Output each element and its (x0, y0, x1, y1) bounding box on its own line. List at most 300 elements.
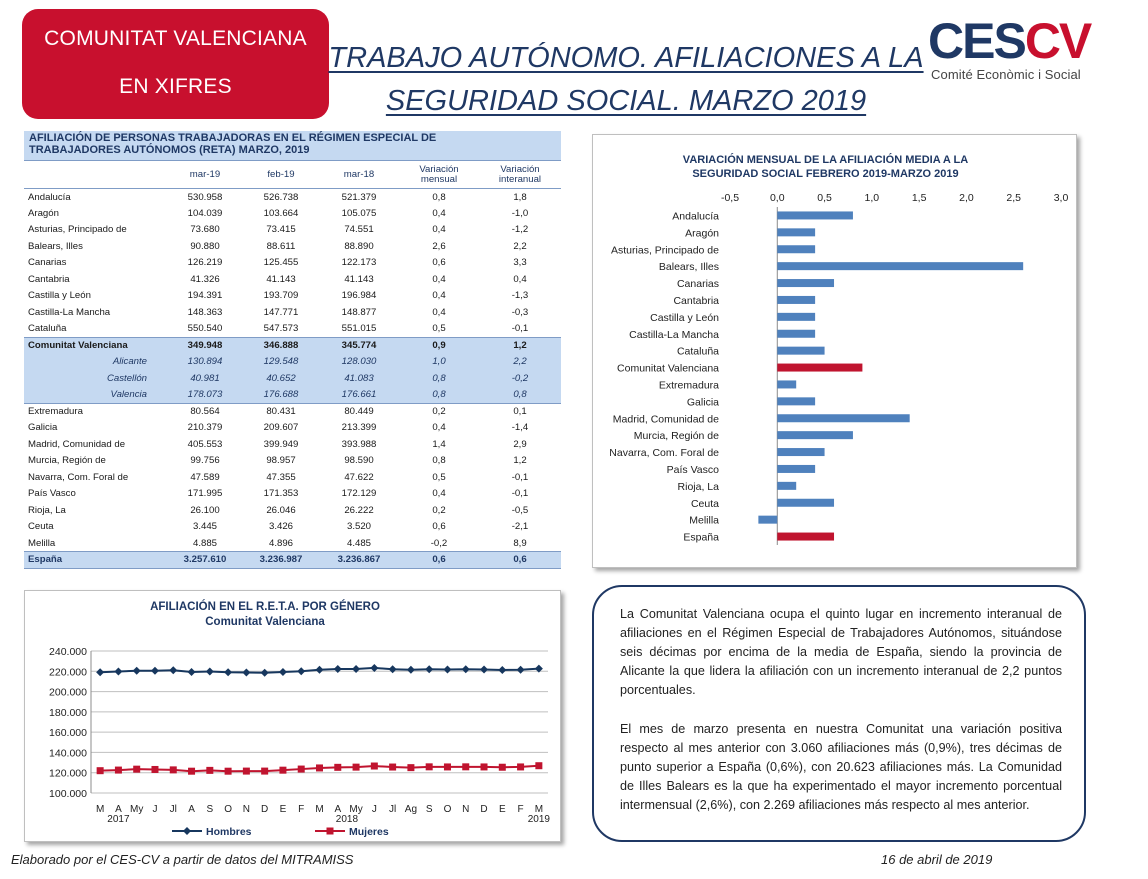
cell-feb19: 176.688 (243, 387, 319, 404)
cell-mensual: 0,6 (399, 552, 479, 569)
table-row (24, 337, 561, 354)
x-tick-label: A (188, 804, 195, 815)
data-point (334, 665, 342, 673)
data-point (206, 667, 214, 675)
cell-mensual: 0,4 (432, 224, 446, 236)
row-label: Murcia, Región de (28, 455, 106, 467)
row-label: Asturias, Principado de (28, 224, 127, 236)
publication-date: 16 de abril de 2019 (881, 852, 993, 867)
cell-mar18: 74.551 (344, 224, 374, 236)
data-point (535, 762, 542, 769)
table-row (24, 552, 561, 569)
cell-interanual: -0,3 (511, 306, 529, 318)
x-tick-label: 3,0 (1053, 192, 1069, 204)
data-point (298, 766, 305, 773)
y-tick-label: 200.000 (49, 686, 87, 699)
row-label: Canarias (28, 257, 67, 269)
cell-mar19: 210.379 (187, 422, 223, 434)
data-point (133, 667, 141, 675)
cell-mensual: 0,4 (432, 290, 446, 302)
cell-mar19: 99.756 (190, 455, 220, 467)
bar (777, 397, 815, 405)
cell-feb19: 147.771 (263, 306, 299, 318)
cell-mensual: 0,6 (432, 521, 446, 533)
x-tick-label: D (480, 804, 488, 815)
cell-mar19: 148.363 (187, 306, 223, 318)
gender-affiliation-svg (25, 591, 562, 843)
cell-interanual: -1,2 (511, 224, 529, 236)
row-label: Balears, Illes (28, 240, 83, 252)
data-point (353, 764, 360, 771)
cell-feb19: 41.143 (266, 273, 296, 285)
table-row (24, 271, 561, 288)
data-point (114, 667, 122, 675)
reta-table (24, 131, 561, 569)
header-cell (24, 161, 167, 189)
data-point (480, 665, 488, 673)
table-row (24, 469, 561, 486)
x-tick-label: 2,5 (1006, 192, 1022, 204)
cell-mar19: 530.958 (187, 191, 223, 203)
x-tick-label: J (371, 804, 377, 815)
header-cell: mar-19 (167, 161, 243, 189)
cell-mar18: 345.774 (319, 337, 399, 354)
cell-mensual: -0,2 (430, 537, 448, 549)
x-tick-label: 2,0 (959, 192, 974, 204)
x-tick-label: My (130, 804, 144, 815)
header-cell: Variación interanual (479, 161, 561, 189)
row-label: España (24, 552, 167, 569)
cell-mar18: 176.661 (319, 387, 399, 404)
table-title (24, 131, 561, 160)
cell-mar19: 126.219 (187, 257, 223, 269)
data-point (316, 764, 323, 771)
cell-feb19: 98.957 (266, 455, 296, 467)
data-point (243, 768, 250, 775)
data-point (297, 667, 305, 675)
x-tick-label: -0,5 (720, 192, 740, 204)
cell-mar18: 148.877 (341, 306, 377, 318)
table-title-line-2: TRABAJADORES AUTÓNOMOS (RETA) MARZO, 2019 (29, 144, 310, 156)
bar (777, 380, 796, 388)
badge-line-2: EN XIFRES (119, 75, 232, 98)
cell-interanual: 2,2 (513, 240, 527, 252)
cell-mensual: 0,6 (432, 257, 446, 269)
data-point (279, 767, 286, 774)
cell-feb19: 125.455 (263, 257, 299, 269)
table-row (24, 255, 561, 272)
year-label: 2019 (527, 814, 550, 825)
cell-mar18: 41.143 (344, 273, 374, 285)
year-label: 2018 (335, 814, 359, 825)
bar (777, 533, 834, 541)
cell-interanual: -1,3 (511, 290, 529, 302)
cell-interanual: -1,4 (511, 422, 529, 434)
cell-mensual: 0,8 (432, 191, 446, 203)
data-point (517, 763, 524, 770)
row-label: Valencia (24, 387, 167, 404)
cell-mar19: 104.039 (187, 207, 223, 219)
page-title-line-2: SEGURIDAD SOCIAL. MARZO 2019 (385, 85, 867, 117)
x-tick-label: F (298, 804, 305, 815)
cell-mar19: 171.995 (187, 488, 223, 500)
year-label: 2017 (107, 814, 130, 825)
data-point (425, 665, 433, 673)
table-row (24, 354, 561, 371)
data-point (225, 768, 232, 775)
cell-feb19: 547.573 (263, 323, 299, 334)
x-tick-label: N (242, 804, 250, 815)
table-row (24, 205, 561, 222)
category-label: Balears, Illes (658, 261, 719, 274)
logo-subtitle: Comité Econòmic i Social (931, 67, 1081, 82)
cell-mar18: 80.449 (344, 406, 374, 417)
data-point (170, 766, 177, 773)
table-row (24, 321, 561, 338)
cell-mar18: 551.015 (341, 323, 377, 334)
bar (777, 482, 796, 490)
row-label: Comunitat Valenciana (24, 337, 167, 354)
bar (777, 364, 862, 372)
y-tick-label: 140.000 (49, 747, 87, 760)
cell-mar18: 4.485 (346, 537, 371, 549)
data-point (97, 767, 104, 774)
header-cell: mar-18 (319, 161, 399, 189)
row-label: Castellón (24, 370, 167, 387)
category-label: Navarra, Com. Foral de (609, 447, 719, 460)
category-label: Castilla y León (650, 311, 719, 324)
cell-feb19: 88.611 (266, 240, 296, 252)
category-label: Asturias, Principado de (611, 244, 719, 257)
cell-feb19: 346.888 (243, 337, 319, 354)
cell-mensual: 0,9 (399, 337, 479, 354)
cell-mensual: 2,6 (432, 240, 446, 252)
cell-interanual: 0,1 (513, 406, 527, 417)
x-tick-label: M (534, 804, 544, 815)
cell-mar19: 73.680 (190, 224, 220, 236)
cell-mar18: 98.590 (344, 455, 374, 467)
summary-textbox (592, 585, 1086, 842)
chart-title: VARIACIÓN MENSUAL DE LA AFILIACIÓN MEDIA A LA (682, 154, 969, 166)
y-tick-label: 220.000 (49, 666, 87, 679)
row-label: Rioja, La (28, 504, 66, 516)
legend-marker (327, 828, 334, 835)
y-tick-label: 120.000 (49, 767, 87, 780)
row-label: Castilla y León (28, 290, 91, 302)
category-label: Cataluña (676, 345, 719, 358)
category-label: Ceuta (690, 497, 719, 510)
cell-interanual: 1,2 (513, 455, 527, 467)
cell-interanual: 1,8 (513, 191, 527, 203)
x-tick-label: Jl (169, 804, 177, 815)
data-point (261, 768, 268, 775)
cell-mensual: 0,2 (432, 504, 446, 516)
cell-mar18: 3.236.867 (319, 552, 399, 569)
gender-affiliation-chart (24, 590, 561, 842)
cell-mar18: 128.030 (319, 354, 399, 371)
cell-feb19: 47.355 (266, 471, 296, 483)
x-tick-label: J (152, 804, 158, 815)
bar (758, 516, 777, 524)
page-title (326, 37, 926, 123)
summary-paragraph-1: La Comunitat Valenciana ocupa el quinto lugar en incremento interanual de afiliaciones en el Régimen Especial de Trabajadores Autónomos, situándose seis décimas por encima de la media de España, siendo la provincia de Alicante la que lidera la afiliación con un incremento interanual de 2,2 puntos porcentuales. (620, 607, 1062, 697)
cell-mar19: 130.894 (167, 354, 243, 371)
header-cell: Variación mensual (399, 161, 479, 189)
cell-feb19: 171.353 (263, 488, 299, 500)
x-tick-label: N (462, 804, 470, 815)
x-tick-label: Ag (404, 804, 418, 815)
cell-mar18: 172.129 (341, 488, 377, 500)
table-row (24, 189, 561, 206)
table-row (24, 222, 561, 239)
x-tick-label: O (224, 804, 232, 815)
category-label: País Vasco (666, 463, 719, 476)
svg-text:CESCV: CESCV (928, 13, 1091, 68)
cell-mensual: 1,4 (432, 438, 446, 450)
table-row (24, 288, 561, 305)
data-point (279, 668, 287, 676)
cell-mar19: 349.948 (167, 337, 243, 354)
bar (777, 262, 1023, 270)
cell-feb19: 26.046 (266, 504, 296, 516)
reta-data-table (24, 160, 561, 569)
cell-interanual: -0,2 (479, 370, 561, 387)
cell-mensual: 0,4 (432, 488, 446, 500)
cell-mar19: 90.880 (190, 240, 220, 252)
data-point (481, 763, 488, 770)
cell-feb19: 80.431 (266, 406, 296, 417)
cell-mar19: 405.553 (187, 438, 223, 450)
row-label: País Vasco (28, 488, 76, 500)
row-label: Galicia (28, 422, 58, 434)
table-row (24, 304, 561, 321)
data-point (462, 763, 469, 770)
badge-line-1: COMUNITAT VALENCIANA (44, 27, 307, 50)
x-tick-label: Jl (389, 804, 397, 815)
bar (777, 313, 815, 321)
cell-mensual: 1,0 (399, 354, 479, 371)
table-row (24, 453, 561, 470)
cell-interanual: 0,8 (479, 387, 561, 404)
category-label: Canarias (676, 278, 719, 291)
category-label: Castilla-La Mancha (629, 328, 719, 341)
cell-feb19: 209.607 (263, 422, 299, 434)
data-point (498, 666, 506, 674)
data-point (370, 664, 378, 672)
category-label: Extremadura (658, 379, 719, 392)
x-tick-label: S (425, 804, 433, 815)
cell-mar19: 550.540 (187, 323, 223, 334)
data-point (188, 668, 196, 676)
data-point (115, 767, 122, 774)
x-tick-label: E (498, 804, 506, 815)
data-point (407, 764, 414, 771)
cell-feb19: 40.652 (243, 370, 319, 387)
cell-feb19: 129.548 (243, 354, 319, 371)
cell-mar18: 122.173 (341, 257, 377, 269)
x-tick-label: A (334, 804, 342, 815)
x-tick-label: D (261, 804, 269, 815)
x-tick-label: E (279, 804, 287, 815)
data-point (389, 764, 396, 771)
x-tick-label: 0,5 (817, 192, 832, 204)
cell-interanual: -0,5 (511, 504, 529, 516)
x-tick-label: My (349, 804, 363, 815)
bar (777, 296, 815, 304)
cell-interanual: -2,1 (511, 521, 529, 533)
cell-mar18: 393.988 (341, 438, 377, 450)
bar (777, 448, 824, 456)
cell-mensual: 0,4 (432, 306, 446, 318)
data-point (316, 666, 324, 674)
cell-interanual: 2,2 (479, 354, 561, 371)
cell-feb19: 3.236.987 (243, 552, 319, 569)
row-label: Aragón (28, 207, 59, 219)
cell-mensual: 0,5 (432, 471, 446, 483)
data-point (224, 668, 232, 676)
cell-mar19: 26.100 (190, 504, 220, 516)
cell-feb19: 4.896 (268, 537, 293, 549)
cescv-logo (926, 12, 1096, 86)
y-tick-label: 100.000 (49, 788, 87, 800)
bar (777, 228, 815, 236)
table-row (24, 370, 561, 387)
cell-mar19: 80.564 (190, 406, 220, 417)
cell-mensual: 0,8 (399, 370, 479, 387)
page-title-line-1: TRABAJO AUTÓNOMO. AFILIACIONES A LA (328, 42, 924, 74)
bar (777, 330, 815, 338)
cell-mar19: 47.589 (190, 471, 220, 483)
cell-interanual: 3,3 (513, 257, 527, 269)
table-title-line-1: AFILIACIÓN DE PERSONAS TRABAJADORAS EN EL RÉGIMEN ESPECIAL DE (29, 132, 437, 144)
cell-mar18: 196.984 (341, 290, 377, 302)
cell-feb19: 526.738 (263, 191, 299, 203)
category-label: Comunitat Valenciana (617, 362, 719, 375)
table-header-row (24, 161, 561, 189)
x-tick-label: S (206, 804, 214, 815)
y-tick-label: 180.000 (49, 706, 87, 719)
cell-mensual: 0,2 (432, 406, 446, 417)
bar (777, 245, 815, 253)
category-label: Aragón (685, 227, 719, 240)
cell-feb19: 399.949 (263, 438, 299, 450)
data-point (206, 767, 213, 774)
cell-feb19: 103.664 (263, 207, 299, 219)
cell-interanual: 0,6 (479, 552, 561, 569)
bar (777, 414, 909, 422)
x-tick-label: M (315, 804, 324, 815)
data-point (151, 766, 158, 773)
bar (777, 465, 815, 473)
data-point (242, 669, 250, 677)
data-point (389, 665, 397, 673)
cell-interanual: 1,2 (479, 337, 561, 354)
cell-mar19: 194.391 (187, 290, 223, 302)
table-row (24, 387, 561, 404)
row-label: Cataluña (28, 323, 67, 334)
row-label: Navarra, Com. Foral de (28, 471, 129, 483)
cell-interanual: -0,1 (511, 323, 529, 334)
cell-mensual: 0,4 (432, 422, 446, 434)
table-row (24, 519, 561, 536)
chart-title: AFILIACIÓN EN EL R.E.T.A. POR GÉNERO (150, 601, 380, 613)
x-tick-label: 1,5 (911, 192, 927, 204)
cell-interanual: -0,1 (511, 488, 529, 500)
legend-marker (183, 827, 191, 835)
cell-mensual: 0,4 (432, 207, 446, 219)
cell-feb19: 3.426 (268, 521, 293, 533)
cell-interanual: -1,0 (511, 207, 529, 219)
summary-paragraph-2: El mes de marzo presenta en nuestra Comunitat una variación positiva respecto al mes anterior con 3.060 afiliaciones más (0,9%), tres décimas de punto superior a España (0,6%), con 20.623 afiliaciones más. La Comunidad de Illes Balears es la que ha experimentado el mayor incremento porcentual intermensual (2,6%), con 2.269 afiliaciones más respecto al mes anterior. (620, 722, 1062, 812)
cell-mar18: 213.399 (341, 422, 377, 434)
data-point (443, 665, 451, 673)
bar (777, 499, 834, 507)
cell-mar19: 178.073 (167, 387, 243, 404)
table-row (24, 502, 561, 519)
x-tick-label: 1,0 (864, 192, 880, 204)
cell-mar19: 3.257.610 (167, 552, 243, 569)
category-label: Rioja, La (677, 480, 719, 493)
cell-mar19: 3.445 (192, 521, 217, 533)
y-tick-label: 240.000 (49, 646, 87, 658)
table-row (24, 486, 561, 503)
data-point (261, 669, 269, 677)
bar (777, 279, 834, 287)
data-point (96, 668, 104, 676)
category-label: Melilla (689, 514, 719, 527)
x-tick-label: A (115, 804, 122, 815)
cell-mar18: 105.075 (341, 207, 377, 219)
table-row (24, 436, 561, 453)
cell-mar19: 4.885 (192, 537, 217, 549)
category-label: Galicia (686, 396, 719, 409)
cell-mensual: 0,8 (399, 387, 479, 404)
x-tick-label: F (517, 804, 524, 815)
row-label: Ceuta (28, 521, 54, 533)
category-label: Murcia, Región de (633, 430, 719, 443)
data-point (407, 666, 415, 674)
table-row (24, 403, 561, 420)
x-tick-label: M (95, 804, 105, 815)
row-label: Andalucía (28, 191, 71, 203)
data-point (462, 665, 470, 673)
chart-title: SEGURIDAD SOCIAL FEBRERO 2019-MARZO 2019 (692, 168, 959, 180)
monthly-variation-chart (592, 134, 1077, 568)
bar (777, 431, 853, 439)
row-label: Melilla (28, 537, 56, 549)
row-label: Alicante (24, 354, 167, 371)
table-row (24, 238, 561, 255)
cell-mar18: 41.083 (319, 370, 399, 387)
row-label: Madrid, Comunidad de (28, 438, 126, 450)
cell-feb19: 73.415 (266, 224, 296, 236)
data-point (517, 666, 525, 674)
cell-interanual: 2,9 (513, 438, 527, 450)
cell-interanual: -0,1 (511, 471, 529, 483)
data-point (371, 763, 378, 770)
cell-mensual: 0,8 (432, 455, 446, 467)
source-note: Elaborado por el CES-CV a partir de datos del MITRAMISS (11, 852, 354, 867)
row-label: Cantabria (28, 273, 70, 285)
category-label: Madrid, Comunidad de (612, 413, 719, 426)
cell-mar19: 40.981 (167, 370, 243, 387)
x-tick-label: 0,0 (769, 192, 785, 204)
data-point (499, 764, 506, 771)
cell-mensual: 0,5 (432, 323, 446, 334)
x-tick-label: O (443, 804, 452, 815)
data-point (133, 766, 140, 773)
bar (777, 347, 824, 355)
